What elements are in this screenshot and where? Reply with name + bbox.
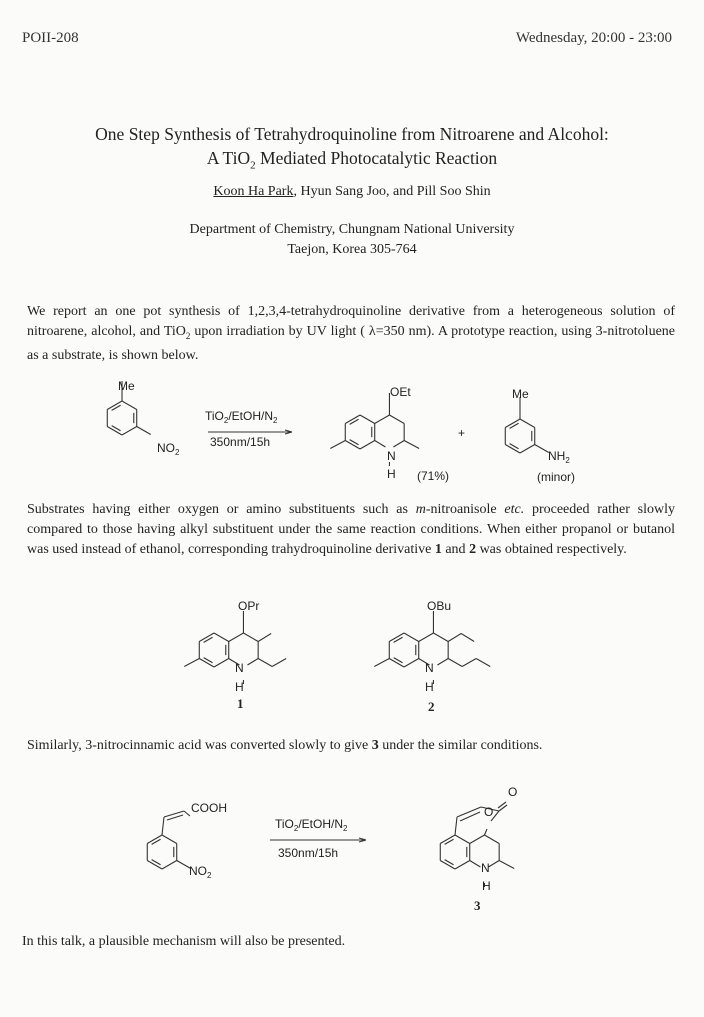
bond	[476, 659, 490, 667]
methyl-label: Me	[118, 379, 135, 393]
methyl-label: Me	[512, 387, 529, 401]
text: Similarly, 3-nitrocinnamic acid was converted slowly to give	[27, 738, 372, 753]
text: etc.	[504, 502, 525, 517]
propoxy-label: OPr	[238, 599, 260, 613]
bond	[214, 659, 229, 668]
minor-label: (minor)	[537, 470, 575, 484]
nitro-label: $NO_2$	[189, 864, 212, 880]
bond	[520, 445, 535, 454]
bond	[484, 829, 487, 835]
bond	[137, 427, 151, 435]
text: m	[415, 502, 426, 517]
nitrogen-label: N	[235, 661, 244, 675]
bond	[258, 659, 272, 667]
bond	[404, 659, 419, 668]
bond	[374, 659, 389, 667]
bond	[455, 835, 470, 844]
plus-sign: +	[458, 426, 466, 440]
subscript: 2	[185, 330, 191, 341]
bond	[437, 659, 448, 666]
bond	[393, 441, 404, 448]
bond	[272, 659, 286, 667]
affiliation-line-2: Taejon, Korea 305-764	[287, 242, 417, 257]
bond	[404, 441, 419, 449]
butoxy-label: OBu	[427, 599, 452, 613]
yield-label: (71%)	[417, 469, 450, 483]
bond	[162, 817, 164, 835]
bond	[535, 445, 549, 453]
nitrogen-label: N	[387, 449, 396, 463]
text: under the similar conditions.	[378, 738, 543, 753]
bond	[375, 415, 390, 424]
carboxylic-acid-label: COOH	[191, 801, 227, 815]
ring-oxygen-label: O	[484, 805, 494, 819]
text: was obtained respectively.	[476, 542, 627, 557]
bond	[488, 861, 499, 868]
condition-top: $TiO_2/EtOH/N_2$	[275, 817, 348, 833]
ethoxy-label: OEt	[390, 385, 411, 399]
text: upon irradiation by UV light ( λ=350 nm). A prototype reaction, using 3-nitrotoluene as a substrate, is shown below.	[27, 324, 675, 363]
compound-1-label: 1	[237, 696, 244, 711]
bond	[462, 659, 476, 667]
bond	[258, 634, 271, 642]
bond	[457, 807, 481, 817]
condition-top: $TiO_2/EtOH/N_2$	[205, 409, 278, 425]
bond	[162, 861, 177, 870]
scheme-1	[118, 379, 575, 484]
title-text: Mediated Photocatalytic Reaction	[255, 148, 498, 168]
bond	[433, 633, 448, 642]
co-authors: , Hyun Sang Joo, and Pill Soo Shin	[293, 184, 491, 199]
bond	[389, 415, 404, 424]
hydrogen-label: H	[425, 680, 434, 694]
text: Substrates having either oxygen or amino substituents such as	[27, 502, 416, 517]
session-time: Wednesday, 20:00 - 23:00	[515, 30, 672, 46]
title-subscript: 2	[250, 159, 256, 172]
bond	[448, 634, 461, 642]
hydrogen-label: H	[235, 680, 244, 694]
bond	[461, 634, 474, 642]
title-line-1: One Step Synthesis of Tetrahydroquinoline from Nitroarene and Alcohol:	[95, 124, 609, 144]
condition-bottom: 350nm/15h	[278, 846, 339, 860]
bond	[247, 659, 258, 666]
compound-ref: 1	[434, 542, 442, 557]
bond	[122, 427, 137, 436]
bond	[184, 659, 199, 667]
text: We report an one pot synthesis of 1,2,3,4-tetrahydroquinoline derivative from a heterogeneous solution of nitroarene, alcohol, and TiO	[27, 304, 675, 339]
bond	[404, 633, 419, 642]
text: and	[441, 542, 470, 557]
compound-ref: 2	[469, 542, 477, 557]
hydrogen-label: H	[387, 467, 396, 481]
abstract-code: POII-208	[22, 30, 79, 46]
bond	[470, 861, 481, 868]
carbonyl-oxygen-label: O	[508, 785, 518, 799]
presenting-author: Koon Ha Park	[213, 184, 294, 199]
bond	[520, 419, 535, 428]
bond	[330, 441, 345, 449]
bond	[499, 861, 514, 869]
nitro-label: $NO_2$	[157, 441, 180, 457]
bond	[419, 633, 434, 642]
bond	[448, 659, 462, 667]
compound-ref: 3	[371, 738, 379, 753]
bond	[360, 415, 375, 424]
amine-label: $NH_2$	[548, 449, 570, 465]
bond	[360, 441, 375, 450]
text: -nitroanisole	[425, 502, 505, 517]
nitrogen-label: N	[425, 661, 434, 675]
bond	[243, 633, 258, 642]
bond	[122, 401, 137, 410]
nitrogen-label: N	[481, 861, 490, 875]
bond	[214, 633, 229, 642]
bond	[460, 812, 480, 821]
hydrogen-label: H	[482, 879, 491, 893]
compound-2-label: 2	[428, 699, 435, 714]
compound-3-label: 3	[474, 898, 481, 913]
title-text: A TiO	[206, 148, 251, 168]
affiliation-line-1: Department of Chemistry, Chungnam National University	[189, 222, 515, 237]
bond	[455, 861, 470, 870]
text: proceeded rather slowly compared to those having alkyl substituent under the same reaction conditions. When either propanol or butanol was used instead of ethanol, corresponding trahydroquinoline derivative	[27, 502, 675, 557]
bond	[375, 441, 386, 448]
bond	[470, 835, 485, 844]
scheme-3	[189, 785, 517, 913]
condition-bottom: 350nm/15h	[210, 435, 271, 449]
paragraph-closing: In this talk, a plausible mechanism will also be presented.	[22, 934, 346, 949]
bond-lines	[107, 381, 548, 887]
bond	[229, 633, 244, 642]
bond	[455, 817, 457, 835]
bond	[184, 811, 190, 816]
bond	[484, 835, 499, 844]
bond	[162, 835, 177, 844]
